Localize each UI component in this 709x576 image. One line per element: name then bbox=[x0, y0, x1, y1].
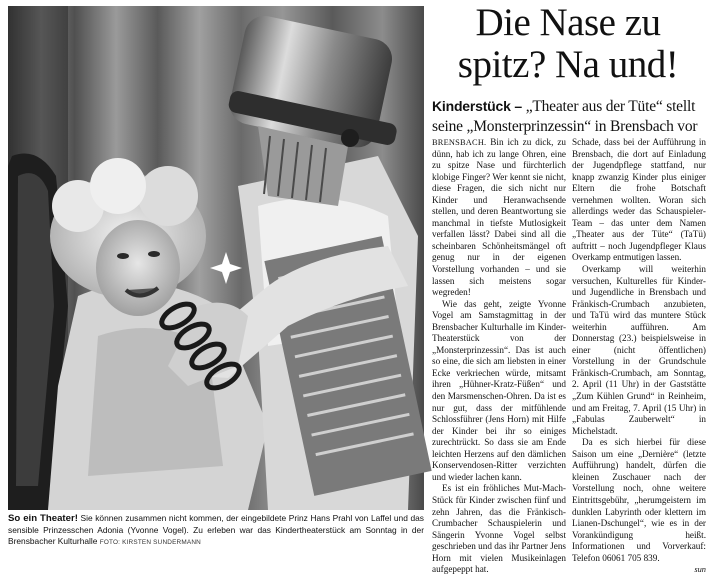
paragraph: Da es sich hierbei für diese Saison um eine „Dernière“ (letzte Aufführung) handelt, dürfen die kleinen Zuschauer nach der Vorstellung noch, ohne weitere Eintrittsgebühr, „herumgeistern im dunklen Labyrinth oder klettern im Lianen-Dschungel“, wie es in der Vorankündigung heißt. Informationen und Vorverkauf: Telefon 06061 705 839. bbox=[572, 437, 706, 563]
photo-credit: FOTO: KIRSTEN SUNDERMANN bbox=[99, 539, 201, 546]
paragraph: BRENSBACH. Bin ich zu dick, zu dünn, hab ich zu lange Ohren, eine zu spitze Nase und fürchterlich klobige Finger? Wer kennt sie nicht, diese Fragen, die sich nicht nur Kinder und Heranwachsende stellen, und deren Beantwortung sie manchmal in tiefste Mutlosigkeit verfallen lässt? Dabei sind all die scheinbaren Schönheitsmängel oft genug nur in der eigenen Vorstellung vorhanden – und sie lassen sich meistens sogar wegreden! bbox=[432, 137, 566, 298]
caption-text: Sie können zusammen nicht kommen, der eingebildete Prinz Hans Prahl von Laffel und das sensible Prinzesschen Adonia (Yvonne Vogel). Zu erleben war das Kindertheaterstück am Sonntag in der Brensbacher Kulturhalle bbox=[8, 513, 424, 546]
author-signature: sun bbox=[694, 565, 706, 575]
paragraph: Wie das geht, zeigte Yvonne Vogel am Samstagmittag in der Brensbacher Kulturhalle im Kinder-Theaterstück von der „Monsterprinzessin“. Das ist auch so eine, die sich am liebsten in einer Ecke verkriechen würde, mitsamt ihren „Hühner-Kratz-Füßen“ und den Marsmenschen-Ohren. Da ist es nur gut, dass der mitfühlende Schlossführer (Jens Horn) mit Hilfe der Kinder bei ihr so einiges zurechtrückt. So dass sie am Ende leichten Herzens auf den dämlichen Konservendosen-Ritter verzichten und wieder lachen kann. bbox=[432, 298, 566, 482]
paragraph: Schade, dass bei der Aufführung in Brensbach, die dort auf Einladung der Jugendpflege stattfand, nur knapp zwanzig Kinder plus einiger Eltern die frohe Botschaft vernehmen wollten. Woran sich allerdings weder das Schauspieler-Team – das unter dem Namen „Theater aus der Tüte“ (TaTü) auftritt – noch Jugendpfleger Klaus Overkamp entmutigen lassen. bbox=[572, 137, 706, 263]
paragraph: Es ist ein fröhliches Mut-Mach-Stück für Kinder zwischen fünf und zehn Jahren, das die Fränkisch-Crumbacher Schauspielerin und Sängerin Yvonne Vogel selbst geschrieben und das ihr Partner Jens Horn mit vielen Musikeinlagen aufgepeppt hat. bbox=[432, 483, 566, 575]
article-column-2 bbox=[572, 137, 706, 575]
caption-heading: So ein Theater! bbox=[8, 513, 78, 524]
stage-scene-illustration bbox=[8, 6, 424, 510]
article-subhead bbox=[432, 96, 704, 137]
article-headline: Die Nase zu spitz? Na und! bbox=[457, 1, 679, 86]
subhead-text: „Theater aus der Tüte“ stellt seine „Monsterprinzessin“ in Brensbach vor bbox=[432, 98, 698, 135]
dateline: BRENSBACH. bbox=[432, 138, 487, 147]
paragraph: Overkamp will weiterhin versuchen, Kulturelles für Kinder- und Jugendliche in Brensbach und Fränkisch-Crumbach anzubieten, und TaTü wird das muntere Stück weiterhin aufführen. Am Donnerstag (23.) beispielsweise in einer (nicht öffentlichen) Vorstellung in der Grundschule Fränkisch-Crumbach, am Sonntag, 2. April (11 Uhr) in der Gaststätte „Zum Kühlen Grund“ in Reinheim, und am Freitag, 7. April (15 Uhr) in „Fabulas Zauberwelt“ in Michelstadt. bbox=[572, 264, 706, 436]
article-column-1 bbox=[432, 137, 566, 575]
subhead-kicker: Kinderstück – bbox=[432, 98, 526, 114]
photo-caption bbox=[8, 513, 424, 553]
theater-photo bbox=[8, 6, 424, 510]
